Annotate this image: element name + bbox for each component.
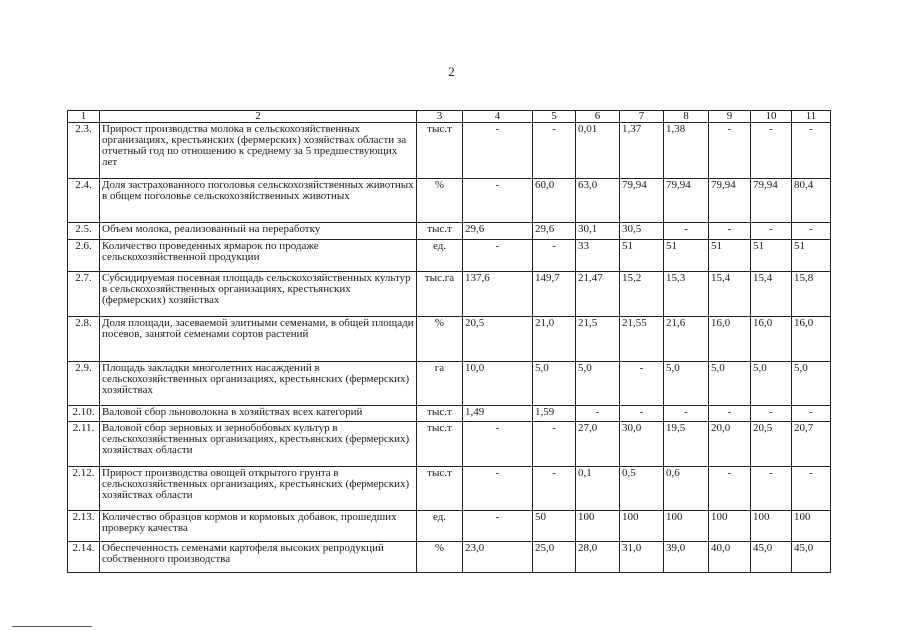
value-cell: 29,6 bbox=[463, 223, 533, 240]
value-cell: 1,37 bbox=[620, 123, 664, 179]
footer-divider bbox=[12, 626, 92, 627]
header-cell: 1 bbox=[68, 111, 100, 123]
value-cell: 5,0 bbox=[709, 362, 751, 406]
value-cell: - bbox=[792, 467, 831, 511]
row-number-cell: 2.6. bbox=[68, 240, 100, 272]
unit-cell: тыс.т bbox=[417, 123, 463, 179]
value-cell: 100 bbox=[664, 511, 709, 542]
value-cell: - bbox=[620, 362, 664, 406]
unit-cell: % bbox=[417, 317, 463, 362]
value-cell: 0,6 bbox=[664, 467, 709, 511]
value-cell: 79,94 bbox=[664, 179, 709, 223]
value-cell: 5,0 bbox=[576, 362, 620, 406]
indicators-table bbox=[67, 110, 831, 573]
value-cell: - bbox=[533, 240, 576, 272]
row-number-cell: 2.3. bbox=[68, 123, 100, 179]
value-cell: 0,01 bbox=[576, 123, 620, 179]
value-cell: 0,1 bbox=[576, 467, 620, 511]
value-cell: 21,0 bbox=[533, 317, 576, 362]
header-cell: 10 bbox=[751, 111, 792, 123]
value-cell: 79,94 bbox=[620, 179, 664, 223]
indicator-name-cell: Валовой сбор зерновых и зернобобовых культур в сельскохозяйственных организациях, крестьянских (фермерских) хозяйствах области bbox=[100, 422, 417, 467]
value-cell: 19,5 bbox=[664, 422, 709, 467]
value-cell: 51 bbox=[751, 240, 792, 272]
unit-cell: % bbox=[417, 179, 463, 223]
value-cell: 1,59 bbox=[533, 406, 576, 422]
value-cell: 30,1 bbox=[576, 223, 620, 240]
value-cell: 100 bbox=[751, 511, 792, 542]
value-cell: 1,49 bbox=[463, 406, 533, 422]
value-cell: 15,2 bbox=[620, 272, 664, 317]
value-cell: 0,5 bbox=[620, 467, 664, 511]
value-cell: - bbox=[664, 406, 709, 422]
value-cell: - bbox=[463, 240, 533, 272]
indicator-name-cell: Объем молока, реализованный на переработку bbox=[100, 223, 417, 240]
value-cell: - bbox=[664, 223, 709, 240]
value-cell: 20,7 bbox=[792, 422, 831, 467]
indicator-name-cell: Площадь закладки многолетних насаждений в сельскохозяйственных организациях, крестьянских (фермерских) хозяйствах bbox=[100, 362, 417, 406]
value-cell: 79,94 bbox=[751, 179, 792, 223]
table-row bbox=[68, 542, 831, 573]
row-number-cell: 2.10. bbox=[68, 406, 100, 422]
row-number-cell: 2.5. bbox=[68, 223, 100, 240]
indicator-name-cell: Доля застрахованного поголовья сельскохозяйственных животных в общем поголовье сельскохозяйственных животных bbox=[100, 179, 417, 223]
value-cell: 30,0 bbox=[620, 422, 664, 467]
indicator-name-cell: Доля площади, засеваемой элитными семенами, в общей площади посевов, занятой семенами сортов растений bbox=[100, 317, 417, 362]
value-cell: - bbox=[709, 223, 751, 240]
value-cell: - bbox=[709, 123, 751, 179]
value-cell: 27,0 bbox=[576, 422, 620, 467]
row-number-cell: 2.4. bbox=[68, 179, 100, 223]
value-cell: - bbox=[533, 467, 576, 511]
value-cell: - bbox=[463, 467, 533, 511]
value-cell: - bbox=[463, 511, 533, 542]
unit-cell: тыс.т bbox=[417, 422, 463, 467]
value-cell: - bbox=[792, 223, 831, 240]
value-cell: - bbox=[620, 406, 664, 422]
header-cell: 9 bbox=[709, 111, 751, 123]
value-cell: 15,3 bbox=[664, 272, 709, 317]
indicator-name-cell: Валовой сбор льноволокна в хозяйствах всех категорий bbox=[100, 406, 417, 422]
value-cell: 33 bbox=[576, 240, 620, 272]
value-cell: 51 bbox=[792, 240, 831, 272]
indicator-name-cell: Прирост производства молока в сельскохозяйственных организациях, крестьянских (фермерских) хозяйствах области за отчетный год по отношению к среднему за 5 предшествующих лет bbox=[100, 123, 417, 179]
value-cell: 10,0 bbox=[463, 362, 533, 406]
value-cell: 51 bbox=[620, 240, 664, 272]
value-cell: 100 bbox=[576, 511, 620, 542]
header-cell: 3 bbox=[417, 111, 463, 123]
indicator-name-cell: Прирост производства овощей открытого грунта в сельскохозяйственных организациях, крестьянских (фермерских) хозяйствах области bbox=[100, 467, 417, 511]
table-row bbox=[68, 511, 831, 542]
value-cell: - bbox=[533, 123, 576, 179]
indicator-name-cell: Количество образцов кормов и кормовых добавок, прошедших проверку качества bbox=[100, 511, 417, 542]
indicator-name-cell: Субсидируемая посевная площадь сельскохозяйственных культур в сельскохозяйственных организациях, крестьянских (фермерских) хозяйствах bbox=[100, 272, 417, 317]
header-cell: 5 bbox=[533, 111, 576, 123]
value-cell: - bbox=[709, 406, 751, 422]
table-row bbox=[68, 272, 831, 317]
value-cell: 45,0 bbox=[751, 542, 792, 573]
value-cell: 1,38 bbox=[664, 123, 709, 179]
value-cell: 21,55 bbox=[620, 317, 664, 362]
value-cell: 20,0 bbox=[709, 422, 751, 467]
unit-cell: тыс.т bbox=[417, 406, 463, 422]
header-cell: 11 bbox=[792, 111, 831, 123]
header-cell: 2 bbox=[100, 111, 417, 123]
value-cell: - bbox=[751, 123, 792, 179]
unit-cell: % bbox=[417, 542, 463, 573]
value-cell: 15,4 bbox=[709, 272, 751, 317]
table-row bbox=[68, 362, 831, 406]
header-cell: 8 bbox=[664, 111, 709, 123]
table-row bbox=[68, 317, 831, 362]
table-row bbox=[68, 179, 831, 223]
header-cell: 4 bbox=[463, 111, 533, 123]
table-body bbox=[68, 111, 831, 573]
value-cell: 30,5 bbox=[620, 223, 664, 240]
value-cell: - bbox=[792, 123, 831, 179]
table-row bbox=[68, 123, 831, 179]
value-cell: 25,0 bbox=[533, 542, 576, 573]
row-number-cell: 2.13. bbox=[68, 511, 100, 542]
table-row bbox=[68, 240, 831, 272]
row-number-cell: 2.14. bbox=[68, 542, 100, 573]
value-cell: 21,47 bbox=[576, 272, 620, 317]
unit-cell: ед. bbox=[417, 511, 463, 542]
header-cell: 6 bbox=[576, 111, 620, 123]
value-cell: 100 bbox=[792, 511, 831, 542]
value-cell: 5,0 bbox=[664, 362, 709, 406]
value-cell: - bbox=[751, 467, 792, 511]
unit-cell: тыс.га bbox=[417, 272, 463, 317]
value-cell: - bbox=[533, 422, 576, 467]
value-cell: 16,0 bbox=[751, 317, 792, 362]
value-cell: 51 bbox=[664, 240, 709, 272]
value-cell: - bbox=[709, 467, 751, 511]
value-cell: 23,0 bbox=[463, 542, 533, 573]
unit-cell: тыс.т bbox=[417, 223, 463, 240]
indicator-name-cell: Количество проведенных ярмарок по продаже сельскохозяйственной продукции bbox=[100, 240, 417, 272]
row-number-cell: 2.8. bbox=[68, 317, 100, 362]
value-cell: 5,0 bbox=[751, 362, 792, 406]
value-cell: 16,0 bbox=[709, 317, 751, 362]
value-cell: 31,0 bbox=[620, 542, 664, 573]
value-cell: 39,0 bbox=[664, 542, 709, 573]
value-cell: 21,5 bbox=[576, 317, 620, 362]
value-cell: - bbox=[576, 406, 620, 422]
value-cell: 29,6 bbox=[533, 223, 576, 240]
value-cell: 40,0 bbox=[709, 542, 751, 573]
value-cell: 45,0 bbox=[792, 542, 831, 573]
row-number-cell: 2.11. bbox=[68, 422, 100, 467]
row-number-cell: 2.9. bbox=[68, 362, 100, 406]
row-number-cell: 2.12. bbox=[68, 467, 100, 511]
unit-cell: га bbox=[417, 362, 463, 406]
value-cell: 63,0 bbox=[576, 179, 620, 223]
value-cell: 5,0 bbox=[792, 362, 831, 406]
table-row bbox=[68, 422, 831, 467]
table-row bbox=[68, 223, 831, 240]
indicator-name-cell: Обеспеченность семенами картофеля высоких репродукций собственного производства bbox=[100, 542, 417, 573]
header-cell: 7 bbox=[620, 111, 664, 123]
row-number-cell: 2.7. bbox=[68, 272, 100, 317]
value-cell: 60,0 bbox=[533, 179, 576, 223]
table-header-row bbox=[68, 111, 831, 123]
value-cell: 149,7 bbox=[533, 272, 576, 317]
value-cell: 15,4 bbox=[751, 272, 792, 317]
value-cell: 100 bbox=[620, 511, 664, 542]
value-cell: 100 bbox=[709, 511, 751, 542]
unit-cell: тыс.т bbox=[417, 467, 463, 511]
value-cell: 5,0 bbox=[533, 362, 576, 406]
page-number: 2 bbox=[448, 64, 455, 79]
value-cell: - bbox=[792, 406, 831, 422]
unit-cell: ед. bbox=[417, 240, 463, 272]
value-cell: - bbox=[463, 179, 533, 223]
value-cell: 51 bbox=[709, 240, 751, 272]
table-row bbox=[68, 467, 831, 511]
value-cell: 21,6 bbox=[664, 317, 709, 362]
value-cell: - bbox=[751, 223, 792, 240]
value-cell: 20,5 bbox=[751, 422, 792, 467]
value-cell: 50 bbox=[533, 511, 576, 542]
value-cell: 16,0 bbox=[792, 317, 831, 362]
value-cell: 20,5 bbox=[463, 317, 533, 362]
value-cell: 80,4 bbox=[792, 179, 831, 223]
value-cell: 15,8 bbox=[792, 272, 831, 317]
value-cell: 28,0 bbox=[576, 542, 620, 573]
table-row bbox=[68, 406, 831, 422]
value-cell: 79,94 bbox=[709, 179, 751, 223]
value-cell: 137,6 bbox=[463, 272, 533, 317]
value-cell: - bbox=[463, 123, 533, 179]
value-cell: - bbox=[463, 422, 533, 467]
value-cell: - bbox=[751, 406, 792, 422]
